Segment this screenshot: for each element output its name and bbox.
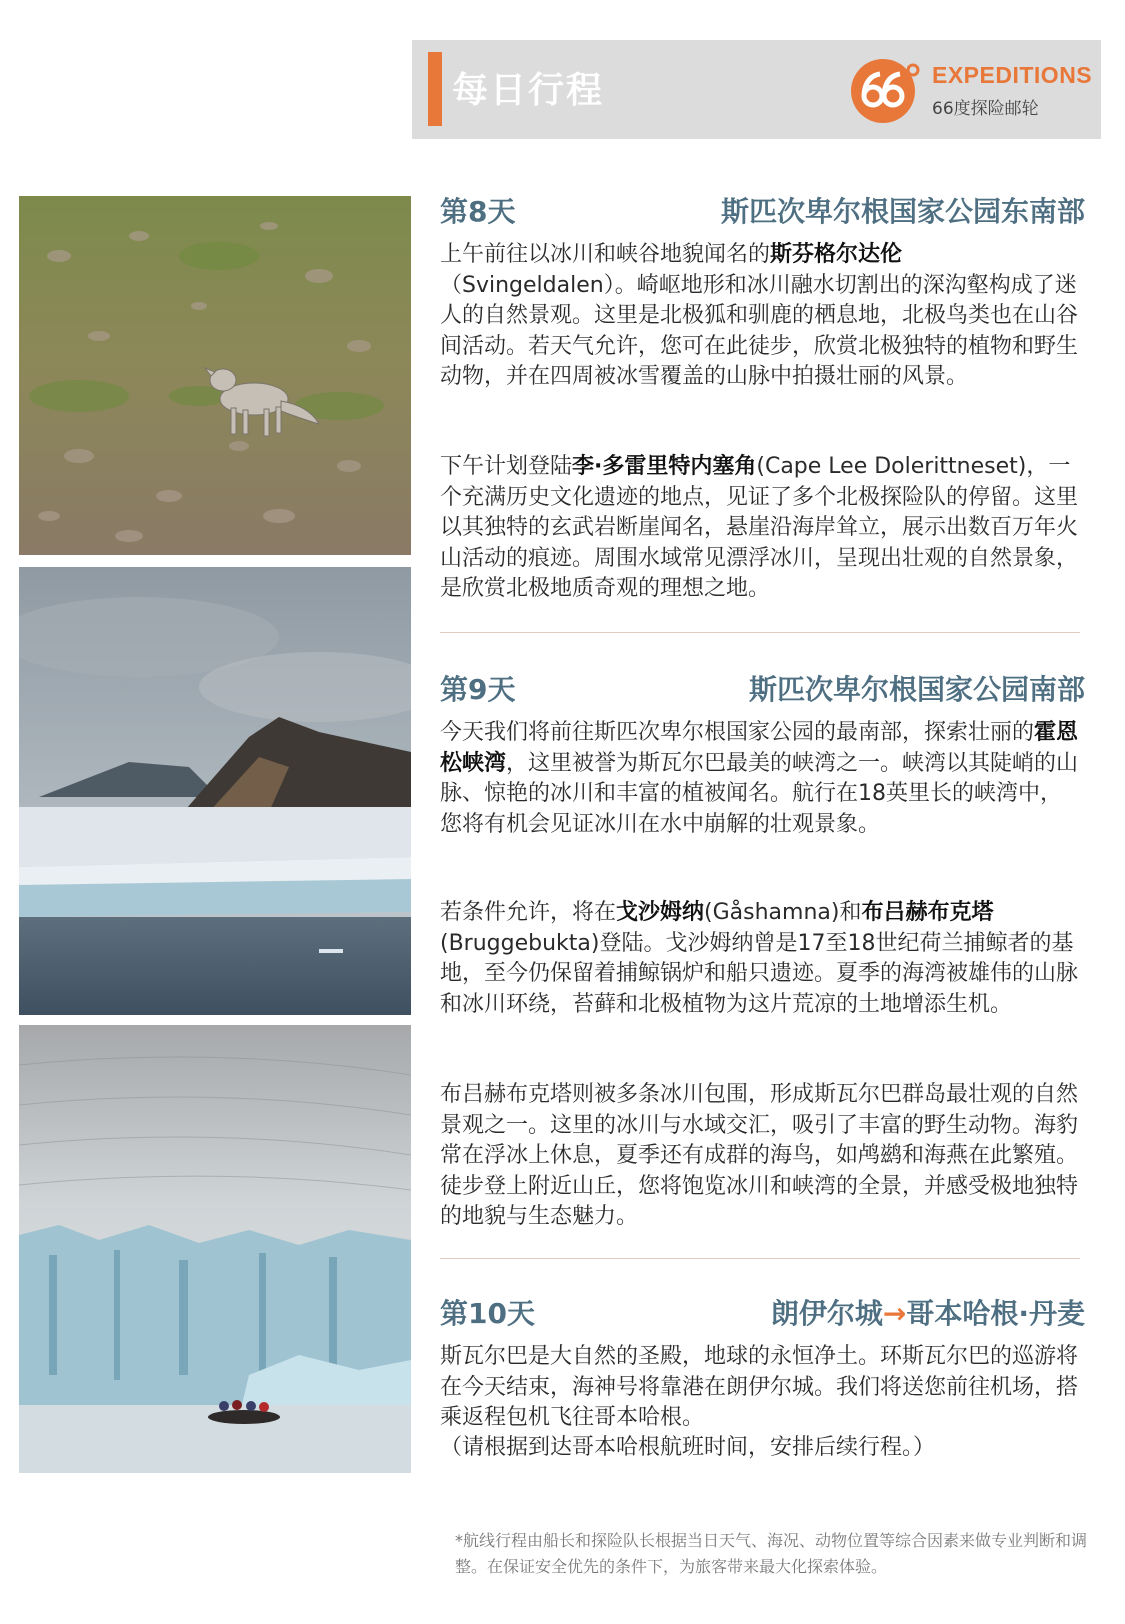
text-span: （Svingeldalen）。崎岖地形和冰川融水切割出的深沟壑构成了迷人的自然景观。这里是北极狐和驯鹿的栖息地，北极鸟类也在山谷间活动。若天气允许，您可在此徒步，欣赏北极独特的植物和野生动物，并在四周被冰雪覆盖的山脉中拍摄壮丽的风景。 [440, 272, 1079, 389]
arctic-fox-photo [19, 196, 411, 555]
header-accent-bar [428, 52, 442, 126]
text-span: ，这里被誉为斯瓦尔巴最美的峡湾之一。峡湾以其陡峭的山脉、惊艳的冰川和丰富的植被闻名。航行在18英里长的峡湾中，您将有机会见证冰川在水中崩解的壮观景象。 [440, 750, 1079, 837]
text-span: 下午计划登陆 [440, 454, 573, 479]
logo-mark-icon [850, 56, 922, 126]
page-title: 每日行程 [452, 70, 605, 111]
logo-subtitle: 66度探险邮轮 [932, 99, 1039, 119]
route-destination: 哥本哈根·丹麦 [906, 1297, 1085, 1330]
route-arrow-icon: → [882, 1297, 907, 1330]
page-header [412, 40, 1101, 139]
highlight-place: 斯芬格尔达伦 [770, 242, 903, 267]
brand-logo [850, 56, 1093, 126]
text-span: 上午前往以冰川和峡谷地貌闻名的 [440, 242, 771, 267]
highlight-place: 戈沙姆纳 [616, 900, 705, 925]
text-span: 今天我们将前往斯匹次卑尔根国家公园的最南部，探索壮丽的 [440, 720, 1035, 745]
itinerary-disclaimer: *航线行程由船长和探险队长根据当日天气、海况、动物位置等综合因素来做专业判断和调整。在保证安全优先的条件下，为旅客带来最大化探索体验。 [455, 1531, 1088, 1576]
highlight-place: 布吕赫布克塔 [861, 900, 994, 925]
day-9-landing-text [440, 898, 1080, 1020]
day-10-note [440, 1433, 1080, 1464]
highlight-place: 霍恩松峡湾 [440, 720, 1079, 776]
text-span: (Cape Lee Dolerittneset)，一个充满历史文化遗迹的地点，见证了多个北极探险队的停留。这里以其独特的玄武岩断崖闻名，悬崖沿海岸耸立，展示出数百万年火山活动的痕迹。周围水域常见漂浮冰川，呈现出壮观的自然景象，是欣赏北极地质奇观的理想之地。 [440, 454, 1079, 601]
day-8-afternoon-text [440, 452, 1080, 605]
glacier-zodiac-photo [19, 1025, 411, 1473]
text-span: (Gåshamna)和 [704, 900, 862, 925]
day-10-label: 第10天 [440, 1297, 535, 1330]
text-span: （请根据到达哥本哈根航班时间，安排后续行程。） [440, 1435, 936, 1460]
day-9-bruggebukta-text [440, 1080, 1080, 1233]
section-divider [440, 632, 1080, 633]
day-9-label: 第9天 [440, 673, 516, 706]
day-8-place: 斯匹次卑尔根国家公园东南部 [720, 195, 1085, 228]
text-span: (Bruggebukta)登陆。戈沙姆纳曾是17至18世纪荷兰捕鲸者的基地，至今仍保留着捕鲸锅炉和船只遗迹。夏季的海湾被雄伟的山脉和冰川环绕，苔藓和北极植物为这片荒凉的土地增添生机。 [440, 930, 1079, 1017]
text-span: 布吕赫布克塔则被多条冰川包围，形成斯瓦尔巴群岛最壮观的自然景观之一。这里的冰川与水域交汇，吸引了丰富的野生动物。海豹常在浮冰上休息，夏季还有成群的海鸟，如鸬鹚和海燕在此繁殖。徒步登上附近山丘，您将饱览冰川和峡湾的全景，并感受极地独特的地貌与生态魅力。 [440, 1082, 1079, 1229]
glacier-mountain-photo [19, 567, 411, 1015]
day-10-text [440, 1342, 1080, 1434]
day-8-label: 第8天 [440, 195, 516, 228]
day-9-place: 斯匹次卑尔根国家公园南部 [748, 673, 1085, 706]
day-8-morning-text [440, 240, 1080, 393]
day-9-header [440, 668, 1085, 712]
highlight-place: 李·多雷里特内塞角 [572, 454, 757, 479]
day-8-header [440, 190, 1085, 234]
route-origin: 朗伊尔城 [770, 1297, 883, 1330]
text-span: 斯瓦尔巴是大自然的圣殿，地球的永恒净土。环斯瓦尔巴的巡游将在今天结束，海神号将靠港在朗伊尔城。我们将送您前往机场，搭乘返程包机飞往哥本哈根。 [440, 1344, 1079, 1430]
logo-brand-text: EXPEDITIONS [932, 62, 1093, 88]
day-10-header [440, 1292, 1085, 1336]
text-span: 若条件允许，将在 [440, 900, 617, 925]
day-10-place [771, 1292, 1085, 1332]
day-9-intro-text [440, 718, 1080, 840]
section-divider [440, 1258, 1080, 1259]
